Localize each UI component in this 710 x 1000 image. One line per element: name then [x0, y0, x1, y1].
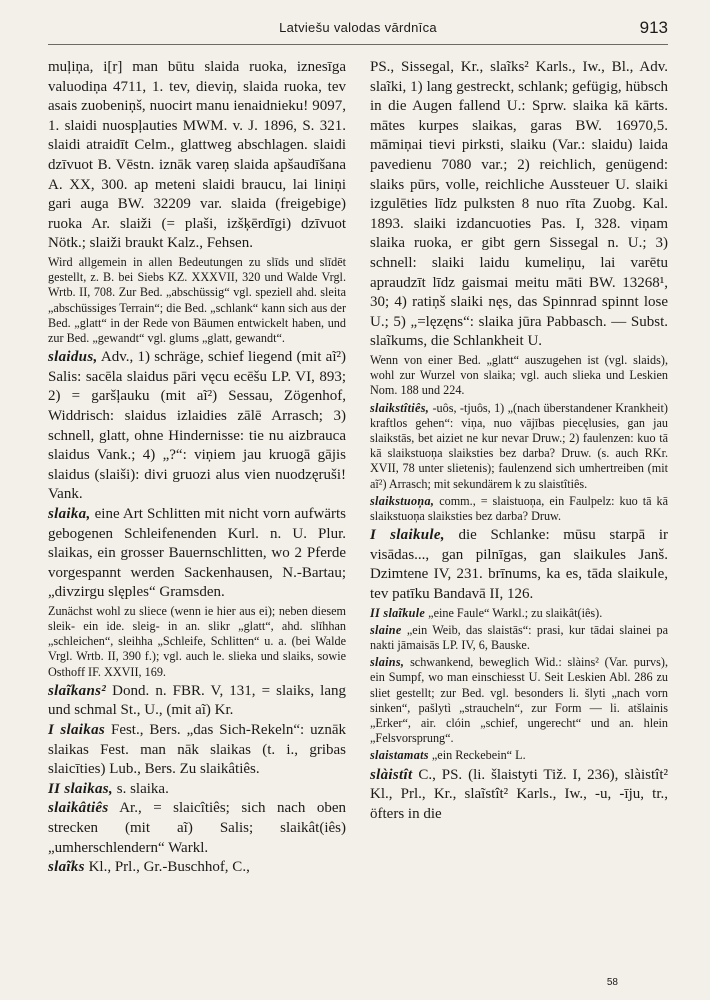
entry-text: -uôs, -tjuôs, 1) „(nach überstandener Krankheit) kraftlos gehen“: viņa, nuo vājības piecęlusies, gan jau slaikstās, bet aiziet ne kur nevar Druw.; 2) faulenzen: kuo tā kā slaikstuoņa slaiksties bez darba? Druw. (s. auch RKr. XVII, 78 unter slietenis); faulenzend sich umhertreiben (mit aĩ²) Arrasch; mit sekundärem k zu slaistîtiês. [370, 400, 668, 491]
dictionary-entry [370, 766, 668, 825]
entry-text: Zunächst wohl zu sliece (wenn ie hier aus ei); neben diesem sleik- ein ide. sleig- in an. slikr „glatt“, ahd. slīhhan „schleichen“, sleihha „Schleife, Schlitten“ u. a. (bei Walde Vrgl. Wrtb. II, 390 f.); vgl. auch le. slieka und slaiks, sowie Osthoff IF. XXVII, 169. [48, 603, 346, 679]
entry-text: „ein Weib, das slaistās“: prasi, kur tādai slainei pa nakti jāmaisās LP. IV, 6, Bauske. [370, 622, 668, 652]
entry-headword: slàistît [370, 766, 413, 783]
etymology-note [370, 606, 668, 621]
entry-text: Wenn von einer Bed. „glatt“ auszugehen ist (vgl. slaids), wohl zur Wurzel von slaika; vgl. auch slieka und Leskien Nom. 188 und 224. [370, 352, 668, 398]
etymology-note [48, 255, 346, 346]
left-column [48, 58, 346, 878]
running-title: Latviešu valodas vārdnīca [279, 20, 437, 35]
page-number: 913 [639, 18, 668, 37]
entry-text: Wird allgemein in allen Bedeutungen zu slīds und slīdēt gestellt, z. B. bei Siebs KZ. XXXVII, 320 und Walde Vrgl. Wrtb. II, 708. Zur Bed. „abschüssig“ vgl. speziell ahd. sleita „abschüssiges Terrain“; die Bed. „schlank“ kann sich aus der Bed. „glatt“ in der Rede von Bäumen entwickelt haben, und zur Bed. „gewandt“ vgl. glums „glatt, gewandt“. [48, 254, 346, 345]
entry-headword: slaistamats [370, 748, 429, 763]
page-header [48, 18, 668, 45]
entry-headword: slaĩkans² [48, 682, 107, 699]
text-columns [48, 58, 668, 970]
entry-headword: slaine [370, 622, 402, 637]
dictionary-entry [48, 58, 346, 254]
entry-headword: slaidus, [48, 349, 98, 366]
entry-text: Dond. n. FBR. V, 131, = slaiks, lang und schmal St., U., (mit aĩ) Kr. [48, 682, 346, 719]
entry-text: Fest., Bers. „das Sich-Rekeln“: uznāk slaikas Fest. man nāk slaikas (t. i., gribas slaicīties) Lub., Bers. Zu slaikâtiês. [48, 722, 346, 778]
dictionary-entry [48, 348, 346, 505]
sheet-signature: 58 [606, 977, 618, 988]
dictionary-entry [48, 721, 346, 780]
etymology-note [370, 623, 668, 653]
entry-headword: slaika, [48, 505, 91, 522]
dictionary-entry [370, 58, 668, 352]
entry-text: „ein Reckebein“ L. [428, 748, 526, 763]
etymology-note [370, 494, 668, 524]
etymology-note [48, 604, 346, 680]
entry-text: Kl., Prl., Gr.-Buschhof, C., [84, 859, 250, 876]
entry-headword: II slaĩkule [370, 605, 426, 620]
dictionary-entry [48, 505, 346, 603]
dictionary-entry [48, 858, 346, 878]
entry-headword: II slaikas, [48, 780, 113, 797]
entry-text: s. slaika. [113, 780, 169, 797]
entry-headword: slains, [370, 655, 405, 670]
entry-text: eine Art Schlitten mit nicht vorn aufwärts gebogenen Schleifenenden Kurl. n. U. Plur. slaikas, ein grosser Bauernschlitten, wo 2 Pferde vorgespannt werden Sackenhausen, N.-Bartau; „divzirgu slęples“ Gramsden. [48, 505, 346, 601]
dictionary-entry [48, 780, 346, 800]
etymology-note [370, 401, 668, 492]
entry-text: PS., Sissegal, Kr., slaĩks² Karls., Iw., Bl., Adv. slaĩki, 1) lang gestreckt, schlank; gefügig, hübsch in die Augen fallend U.: Sprw. slaika kā kārts. mātes kurpes slaikas, garas BW. 16970,5. māmiņai tievi pirksti, slaiku (Var.: slaidu) laida pavedienu 7080 var.; 2) reichlich, genügend: slaiks pūrs, volle, reichliche Aussteuer U. slaiki izgulēties līdz pulksten 8 nuo rīta Zuobg. Kal. 1893. slaiki izdancuoties Pas. I, 328. viņam slaika ruoka, er gibt gern Sissegal n. U.; 3) schnell: slaiki laidu kumeliņu, lai varētu apraudzīt līdz gaismai meitu māti BW. 13268¹, 30; 4) ratiņš slaiki nęs, das Spinnrad spinnt lose U.; 5) „=lęzęns“: slaika jūra Pabbasch. — Subst. slaĩkums, die Schlankheit U. [370, 59, 668, 350]
entry-text: „eine Faule“ Warkl.; zu slaikât(iês). [425, 605, 603, 620]
entry-text: comm., = slaistuoņa, ein Faulpelz: kuo tā kā slaikstuoņa slaiksties bez darba? Druw. [370, 493, 668, 523]
entry-headword: I slaikas [48, 722, 106, 739]
entry-text: Ar., = slaicîtiês; sich nach oben strecken (mit aĩ) Salis; slaikât(iês) „umherschlendern“ Warkl. [48, 800, 346, 856]
entry-headword: slaĩks [48, 859, 85, 876]
dictionary-entry [48, 682, 346, 721]
entry-headword: I slaikule, [370, 527, 445, 544]
entry-headword: slaikstuoņa, [370, 493, 435, 508]
entry-text: C., PS. (li. šlaistyti Tiž. I, 236), slàistît² Kl., Prl., Kr., slaĩstît² Karls., Iw., -u, -īju, tr., öfters in die [370, 766, 668, 822]
dictionary-entry [48, 799, 346, 858]
entry-text: Adv., 1) schräge, schief liegend (mit aĩ²) Salis: sacēla slaidus pāri vęcu ecēšu LP. VI, 893; 2) = garšļauku (mit aĩ²) Sessau, Zögenhof, Widdrisch: slaidus izlaidies zālē Arrasch; 3) schnell, glatt, ohne Hindernisse: tie nu aizbrauca slaidus Vank.; 4) „?“: viņiem jau kruogā gājis slaidus (slaiši): divi gruozi alus vien nuodzęruši! Vank. [48, 349, 346, 503]
entry-headword: slaikâtiês [48, 800, 109, 817]
etymology-note [370, 748, 668, 763]
etymology-note [370, 655, 668, 746]
entry-headword: slaikstîtiês, [370, 400, 430, 415]
entry-text: die Schlanke: mūsu starpā ir visādas..., gan pilnīgas, gan slaikules Janš. Dzimtene IV, 231. brīnums, ka es, tāda slaikule, tev patīku Bandavā II, 126. [370, 527, 668, 602]
entry-text: muļiņa, i[r] man būtu slaida ruoka, iznesīga valuodiņa 4711, 1. tev, dieviņ, slaida ruoka, tev asais zuobeniņš, nuocirt manu ienaidnieku! 9097, 1. slaidi nuospļauties MWM. v. J. 1896, S. 321. slaidi atraidīt Celm., glattweg abschlagen. slaidi dzīvuot B. Vēstn. iznāk vareņ slaida apšaudīšana A. XX, 300. ap meteni slaidi braucu, lai liniņi gari auga BW. 32209 var. slaida (freigebige) ruoka Ar. slaiži (= plaši, izšķērdīgi) dzīvuot Nötk.; slaiži braukt Kalz., Fehsen. [48, 59, 346, 252]
dictionary-entry [370, 526, 668, 604]
etymology-note [370, 353, 668, 399]
right-column [370, 58, 668, 824]
entry-text: schwankend, beweglich Wid.: slàins² (Var. purvs), ein Sumpf, wo man einschiesst U. Seit Leskien Abl. 286 zu sliet gestellt; zur Bed. vgl. besonders li. šlyti „nach vorn sinken“, pašlytì „straucheln“, zur Form — li. atšlainis „Erker“, air. clóin „schief, ungerecht“ und an. hlein „Felsvorsprung“. [370, 655, 668, 746]
